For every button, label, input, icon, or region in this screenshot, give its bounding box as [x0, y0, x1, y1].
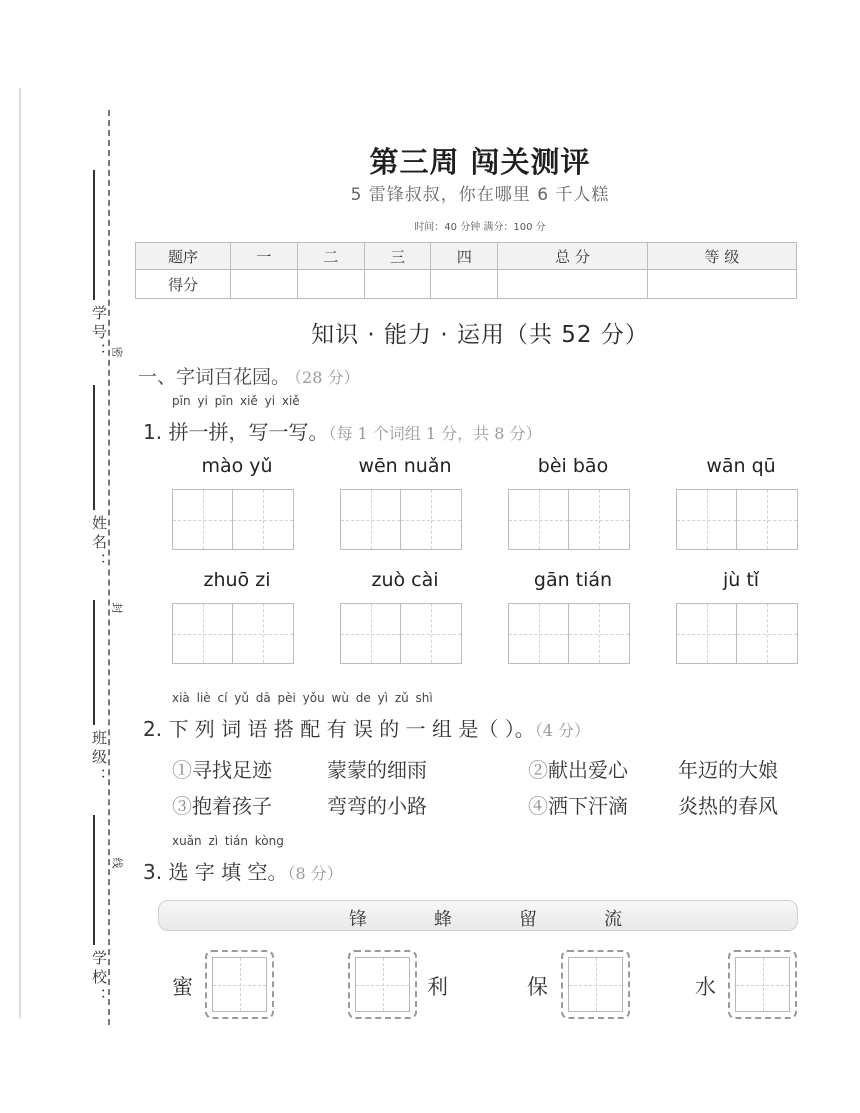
name-label: 姓名：	[90, 515, 108, 572]
score-table-header: 等 级	[647, 243, 796, 270]
q1-hint: （每 1 个词组 1 分，共 8 分）	[328, 424, 542, 443]
q2-hint: （4 分）	[534, 721, 591, 740]
q2-option-4[interactable]	[528, 790, 628, 819]
option-number: ③	[172, 794, 192, 818]
option-a: 抱着孩子	[192, 794, 272, 818]
q2-option-2-b: 年迈的大娘	[678, 758, 778, 782]
q3-number: 3.	[143, 860, 163, 884]
q2-line	[143, 713, 590, 742]
writing-grid[interactable]	[508, 489, 630, 550]
fill-in-box[interactable]	[348, 950, 417, 1019]
word-pinyin: wān qū	[706, 455, 776, 477]
q3-hint: （8 分）	[287, 864, 343, 883]
part1-score: （28 分）	[294, 368, 360, 387]
student-number-field[interactable]	[70, 170, 110, 370]
choice-char: 蜂	[434, 909, 452, 930]
option-a: 洒下汗滴	[548, 794, 628, 818]
score-table	[135, 242, 797, 299]
q2-text: 下 列 词 语 搭 配 有 误 的 一 组 是（ ）。	[168, 717, 535, 741]
exam-meta: 时间：40 分钟 满分：100 分	[414, 222, 546, 233]
q2-option-1[interactable]	[172, 754, 272, 783]
score-cell[interactable]	[498, 270, 647, 299]
score-cell[interactable]	[297, 270, 364, 299]
word-pinyin: gān tián	[533, 569, 613, 591]
option-number: ②	[528, 758, 548, 782]
q1-text: 拼一拼，写一写。	[168, 420, 329, 444]
score-table-header: 总 分	[498, 243, 647, 270]
option-a: 献出爱心	[548, 758, 628, 782]
q2-option-1-b: 蒙蒙的细雨	[327, 758, 427, 782]
page-subtitle: 5 雷锋叔叔，你在哪里 6 千人糕	[350, 185, 610, 205]
seal-char-mi: 密	[110, 346, 124, 358]
score-row-label: 得分	[136, 270, 231, 299]
writing-grid[interactable]	[340, 489, 462, 550]
writing-grid[interactable]	[172, 603, 294, 664]
choice-char: 锋	[349, 909, 367, 930]
part1-heading	[138, 362, 359, 389]
part1-heading-text: 一、字词百花园。	[138, 366, 291, 388]
score-table-row	[136, 270, 797, 299]
binding-margin	[0, 0, 130, 1113]
score-cell[interactable]	[231, 270, 298, 299]
page-title: 第三周 闯关测评	[369, 145, 591, 179]
q3-text: 选 字 填 空。	[168, 860, 288, 884]
option-number: ①	[172, 758, 192, 782]
score-cell[interactable]	[364, 270, 431, 299]
score-cell[interactable]	[431, 270, 498, 299]
q2-option-2[interactable]	[528, 754, 628, 783]
word-pinyin: zuò cài	[371, 569, 439, 591]
fill-in-box[interactable]	[728, 950, 797, 1019]
fill-after-char: 利	[427, 975, 448, 999]
q2-pinyin: xià liè cí yǔ dā pèi yǒu wù de yì zǔ shì	[172, 691, 433, 705]
choice-char: 留	[519, 909, 537, 930]
choice-char: 流	[604, 909, 622, 930]
writing-grid[interactable]	[676, 603, 798, 664]
fill-before-char: 水	[695, 975, 716, 999]
q3-pinyin: xuǎn zì tián kòng	[172, 834, 284, 848]
word-pinyin: jù tǐ	[722, 569, 760, 591]
q2-option-4-b: 炎热的春风	[678, 794, 778, 818]
writing-grid[interactable]	[676, 489, 798, 550]
word-pinyin: mào yǔ	[201, 455, 273, 477]
seal-char-xian: 线	[110, 857, 124, 869]
seal-char-feng: 封	[110, 602, 124, 614]
q1-pinyin: pīn yi pīn xiě yi xiě	[172, 394, 300, 408]
writing-grid[interactable]	[508, 603, 630, 664]
fill-before-char: 蜜	[172, 975, 193, 999]
q3-line	[143, 856, 343, 885]
school-label: 学校：	[90, 950, 108, 1007]
page-edge-line	[19, 88, 21, 1018]
fill-in-box[interactable]	[205, 950, 274, 1019]
score-table-header: 三	[364, 243, 431, 270]
score-table-header: 题序	[136, 243, 231, 270]
class-label: 班级：	[90, 730, 108, 787]
writing-grid[interactable]	[340, 603, 462, 664]
score-table-header: 一	[231, 243, 298, 270]
word-pinyin: wēn nuǎn	[358, 455, 452, 477]
class-field[interactable]	[70, 600, 110, 820]
score-table-header-row	[136, 243, 797, 270]
school-field[interactable]	[70, 815, 110, 1015]
score-table-header: 二	[297, 243, 364, 270]
score-cell[interactable]	[647, 270, 796, 299]
q1-line	[143, 416, 542, 445]
student-number-label: 学号：	[90, 305, 108, 362]
fill-before-char: 保	[527, 975, 548, 999]
name-field[interactable]	[70, 385, 110, 585]
fill-in-box[interactable]	[561, 950, 630, 1019]
score-table-header: 四	[431, 243, 498, 270]
word-pinyin: zhuō zi	[203, 569, 271, 591]
word-pinyin: bèi bāo	[537, 455, 609, 477]
character-choices-bar	[158, 900, 798, 931]
writing-grid[interactable]	[172, 489, 294, 550]
option-a: 寻找足迹	[192, 758, 272, 782]
option-number: ④	[528, 794, 548, 818]
q2-number: 2.	[143, 717, 163, 741]
q2-option-3-b: 弯弯的小路	[327, 794, 427, 818]
section-title: 知识 · 能力 · 运用（共 52 分）	[311, 322, 649, 348]
q1-number: 1.	[143, 420, 163, 444]
q2-option-3[interactable]	[172, 790, 272, 819]
